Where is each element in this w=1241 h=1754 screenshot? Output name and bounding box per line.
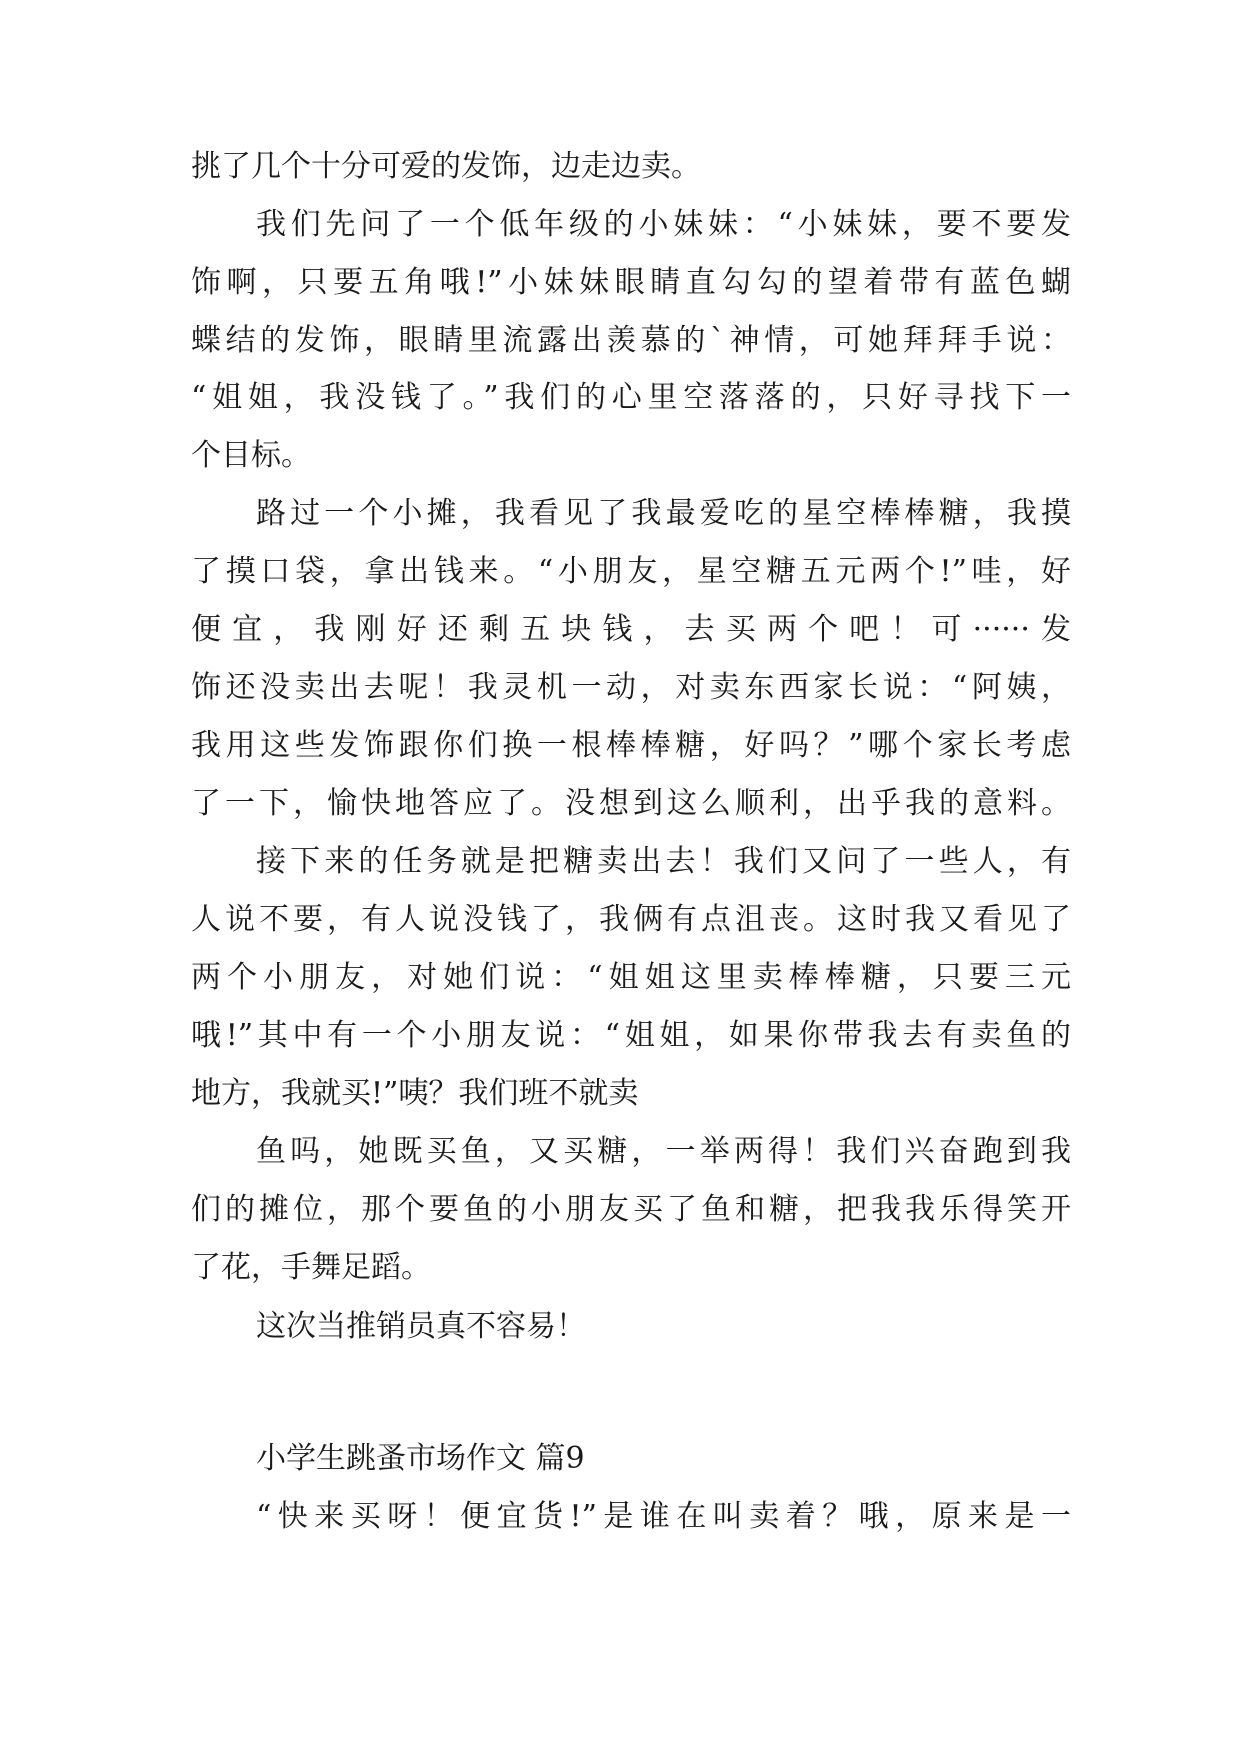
text-line: 地方，我就买!”咦？我们班不就卖	[191, 1076, 639, 1111]
text-line: 哦!”其中有一个小朋友说：“姐姐，如果你带我去有卖鱼的	[191, 1018, 1071, 1053]
text-line: 了摸口袋，拿出钱来。“小朋友，星空糖五元两个!”哇，好	[191, 554, 1071, 589]
text-line: 饰还没卖出去呢！我灵机一动，对卖东西家长说：“阿姨，	[191, 670, 1071, 705]
text-line: 了花，手舞足蹈。	[191, 1250, 431, 1285]
text-line: 我用这些发饰跟你们换一根棒棒糖，好吗？”哪个家长考虑	[191, 728, 1071, 763]
text-line: “姐姐，我没钱了。”我们的心里空落落的，只好寻找下一	[191, 380, 1071, 415]
text-line: 了一下，愉快地答应了。没想到这么顺利，出乎我的意料。	[191, 786, 1071, 821]
text-line: 两个小朋友，对她们说：“姐姐这里卖棒棒糖，只要三元	[191, 960, 1071, 995]
text-line: 这次当推销员真不容易！	[256, 1309, 586, 1344]
text-line: 蝶结的发饰，眼睛里流露出羡慕的`神情，可她拜拜手说：	[191, 323, 1071, 358]
text-line: 路过一个小摊，我看见了我最爱吃的星空棒棒糖，我摸	[256, 496, 1071, 531]
text-line: 饰啊，只要五角哦!”小妹妹眼睛直勾勾的望着带有蓝色蝴	[191, 265, 1071, 300]
text-line: 便宜，我刚好还剩五块钱，去买两个吧！可······发	[191, 612, 1071, 647]
text-line: 人说不要，有人说没钱了，我俩有点沮丧。这时我又看见了	[191, 902, 1071, 937]
text-line: “快来买呀！便宜货!”是谁在叫卖着？哦，原来是一	[256, 1499, 1071, 1534]
section-heading: 小学生跳蚤市场作文 篇9	[256, 1441, 585, 1476]
text-line: 鱼吗，她既买鱼，又买糖，一举两得！我们兴奋跑到我	[256, 1134, 1071, 1169]
text-line: 接下来的任务就是把糖卖出去！我们又问了一些人，有	[256, 844, 1071, 879]
text-line: 个目标。	[191, 438, 311, 473]
text-line: 挑了几个十分可爱的发饰，边走边卖。	[191, 149, 701, 184]
text-line: 我们先问了一个低年级的小妹妹：“小妹妹，要不要发	[256, 207, 1071, 242]
text-line: 们的摊位，那个要鱼的小朋友买了鱼和糖，把我我乐得笑开	[191, 1192, 1071, 1227]
